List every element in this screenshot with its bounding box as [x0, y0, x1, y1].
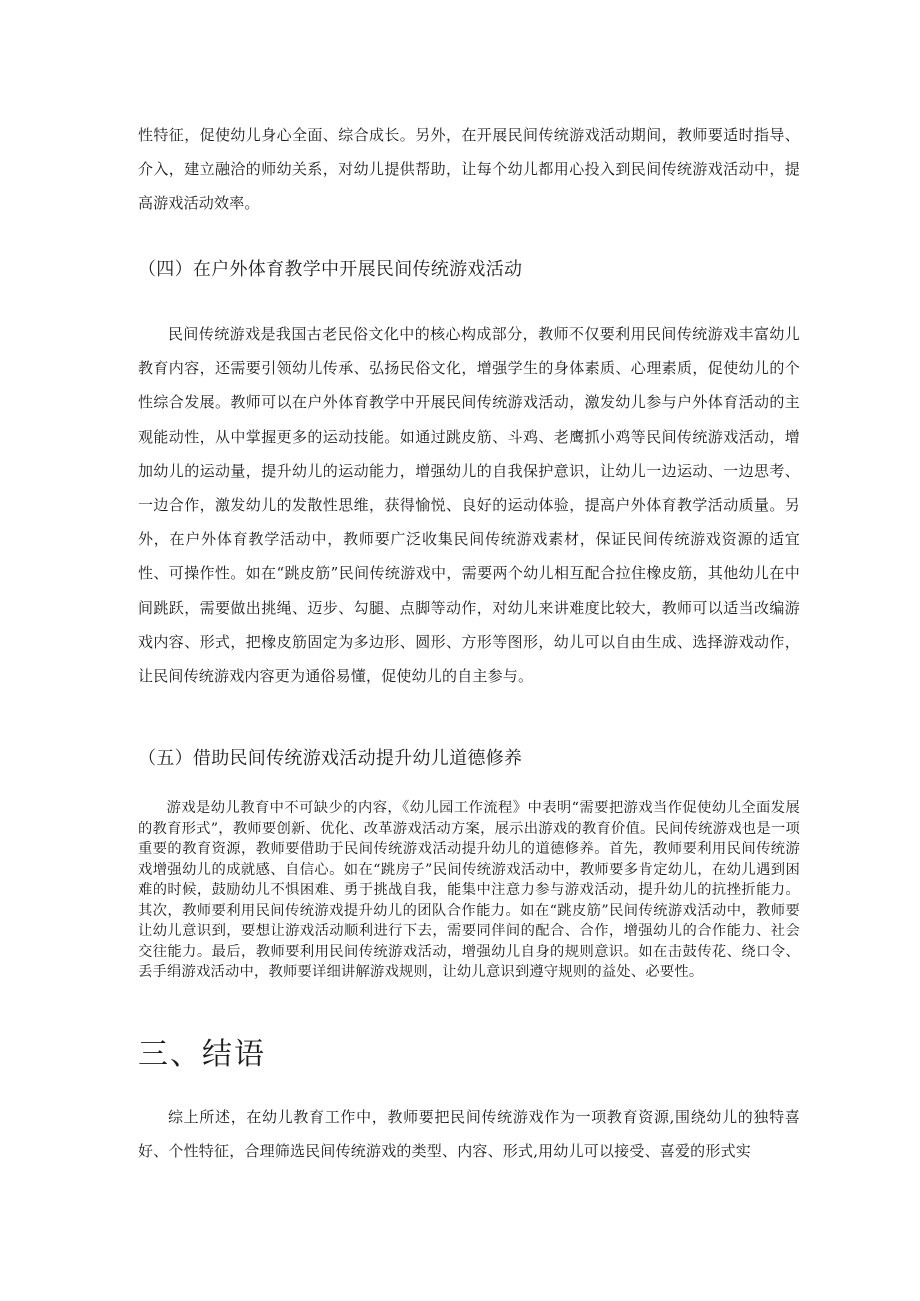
conclusion-paragraph: 综上所述，在幼儿教育工作中，教师要把民间传统游戏作为一项教育资源,围绕幼儿的独特喜好、个性特征，合理筛选民间传统游戏的类型、内容、形式,用幼儿可以接受、喜爱的形式实	[138, 1108, 800, 1161]
conclusion-heading: 三、结语	[138, 1037, 266, 1072]
section-five-paragraph: 游戏是幼儿教育中不可缺少的内容，《幼儿园工作流程》中表明“需要把游戏当作促使幼儿全面发展的教育形式”，教师要创新、优化、改革游戏活动方案，展示出游戏的教育价值。民间传统游戏也是一项重要的教育资源，教师要借助于民间传统游戏活动提升幼儿的道德修养。首先，教师要利用民间传统游戏增强幼儿的成就感、自信心。如在“跳房子”民间传统游戏活动中，教师要多肯定幼儿，在幼儿遇到困难的时候，鼓励幼儿不惧困难、勇于挑战自我，能集中注意力参与游戏活动，提升幼儿的抗挫折能力。其次，教师要利用民间传统游戏提升幼儿的团队合作能力。如在“跳皮筋”民间传统游戏活动中，教师要让幼儿意识到，要想让游戏活动顺利进行下去，需要同伴间的配合、合作，增强幼儿的合作能力、社会交往能力。最后，教师要利用民间传统游戏活动，增强幼儿自身的规则意识。如在击鼓传花、绕口令、丢手绢游戏活动中，教师要详细讲解游戏规则，让幼儿意识到遵守规则的益处、必要性。	[138, 800, 800, 980]
intro-paragraph: 性特征，促使幼儿身心全面、综合成长。另外，在开展民间传统游戏活动期间，教师要适时指导、介入，建立融洽的师幼关系，对幼儿提供帮助，让每个幼儿都用心投入到民间传统游戏活动中，提高游戏活动效率。	[138, 126, 800, 213]
section-five-heading: （五）借助民间传统游戏活动提升幼儿道德修养	[138, 748, 523, 769]
section-four-paragraph: 民间传统游戏是我国古老民俗文化中的核心构成部分，教师不仅要利用民间传统游戏丰富幼儿教育内容，还需要引领幼儿传承、弘扬民俗文化，增强学生的身体素质、心理素质，促使幼儿的个性综合发展。教师可以在户外体育教学中开展民间传统游戏活动，激发幼儿参与户外体育活动的主观能动性，从中掌握更多的运动技能。如通过跳皮筋、斗鸡、老鹰抓小鸡等民间传统游戏活动，增加幼儿的运动量，提升幼儿的运动能力，增强幼儿的自我保护意识，让幼儿一边运动、一边思考、一边合作，激发幼儿的发散性思维，获得愉悦、良好的运动体验，提高户外体育教学活动质量。另外，在户外体育教学活动中，教师要广泛收集民间传统游戏素材，保证民间传统游戏资源的适宜性、可操作性。如在“跳皮筋”民间传统游戏中，需要两个幼儿相互配合拉住橡皮筋，其他幼儿在中间跳跃，需要做出挑绳、迈步、勾腿、点脚等动作，对幼儿来讲难度比较大，教师可以适当改编游戏内容、形式，把橡皮筋固定为多边形、圆形、方形等图形，幼儿可以自由生成、选择游戏动作，让民间传统游戏内容更为通俗易懂，促使幼儿的自主参与。	[138, 325, 800, 686]
section-four-heading: （四）在户外体育教学中开展民间传统游戏活动	[138, 259, 523, 280]
